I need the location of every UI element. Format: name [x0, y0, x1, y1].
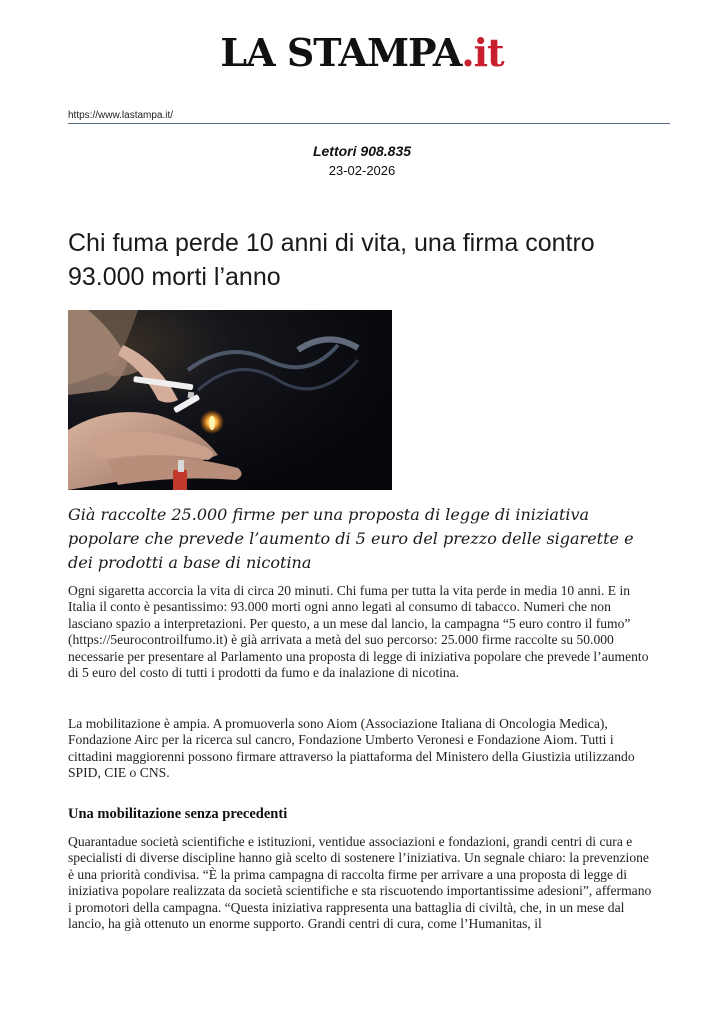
article-subhead: Già raccolte 25.000 firme per una proposta di legge di iniziativa popolare che prevede l’aumento di 5 euro del prezzo delle sigarette e dei prodotti a base di nicotina: [68, 505, 634, 572]
smoking-hand-image: [68, 310, 392, 490]
article-photo: [68, 310, 392, 490]
article-paragraph-3: Quarantadue società scientifiche e istituzioni, ventidue associazioni e fondazioni, grandi centri di cura e specialisti di diverse discipline hanno già scelto di sostenere l’iniziativa. Un segnale chiaro: la prevenzione è una priorità condivisa. “È la prima campagna di raccolta firme per arrivare a una proposta di legge di iniziativa popolare realizzata da società scientifiche e sta riscuotendo importantissime adesioni”, affermano i promotori della campagna. “Questa iniziativa rappresenta una battaglia di civiltà, che, in un mese dal lancio, ha già ottenuto un enorme supporto. Grandi centri di cura, come l’Humanitas, il: [68, 834, 652, 932]
logo-suffix-text: .it: [461, 30, 504, 75]
logo-main-text: LA STAMPA: [220, 30, 462, 75]
article-paragraph-2: La mobilitazione è ampia. A promuoverla sono Aiom (Associazione Italiana di Oncologia Medica), Fondazione Airc per la ricerca sul cancro, Fondazione Umberto Veronesi e Fondazione Aiom. Tutti i cittadini maggiorenni possono firmare attraverso la piattaforma del Ministero della Giustizia utilizzando SPID, CIE o CNS.: [68, 716, 635, 781]
site-logo[interactable]: [0, 30, 724, 76]
publication-date: 23-02-2026: [328, 163, 396, 178]
readers-count: Lettori 908.835: [312, 143, 412, 159]
section-heading: Una mobilitazione senza precedenti: [68, 806, 288, 822]
article-paragraph-1: Ogni sigaretta accorcia la vita di circa 20 minuti. Chi fuma per tutta la vita perde in media 10 anni. E in Italia il conto è pesantissimo: 93.000 morti ogni anno legati al consumo di tabacco. Numeri che non lasciano spazio a interpretazioni. Per questo, a un mese dal lancio, la campagna “5 euro contro il fumo” (https://5eurocontroilfumo.it) è già arrivata a metà del suo percorso: 25.000 firme raccolte su 50.000 necessarie per presentare al Parlamento una proposta di legge di iniziativa popolare che prevede l’aumento di 5 euro del costo di tutti i prodotti da fumo e da inalazione di nicotina.: [68, 583, 649, 681]
article-headline: Chi fuma perde 10 anni di vita, una firma contro 93.000 morti l’anno: [68, 229, 595, 291]
header-divider: [68, 123, 670, 124]
source-url[interactable]: https://www.lastampa.it/: [68, 110, 174, 121]
